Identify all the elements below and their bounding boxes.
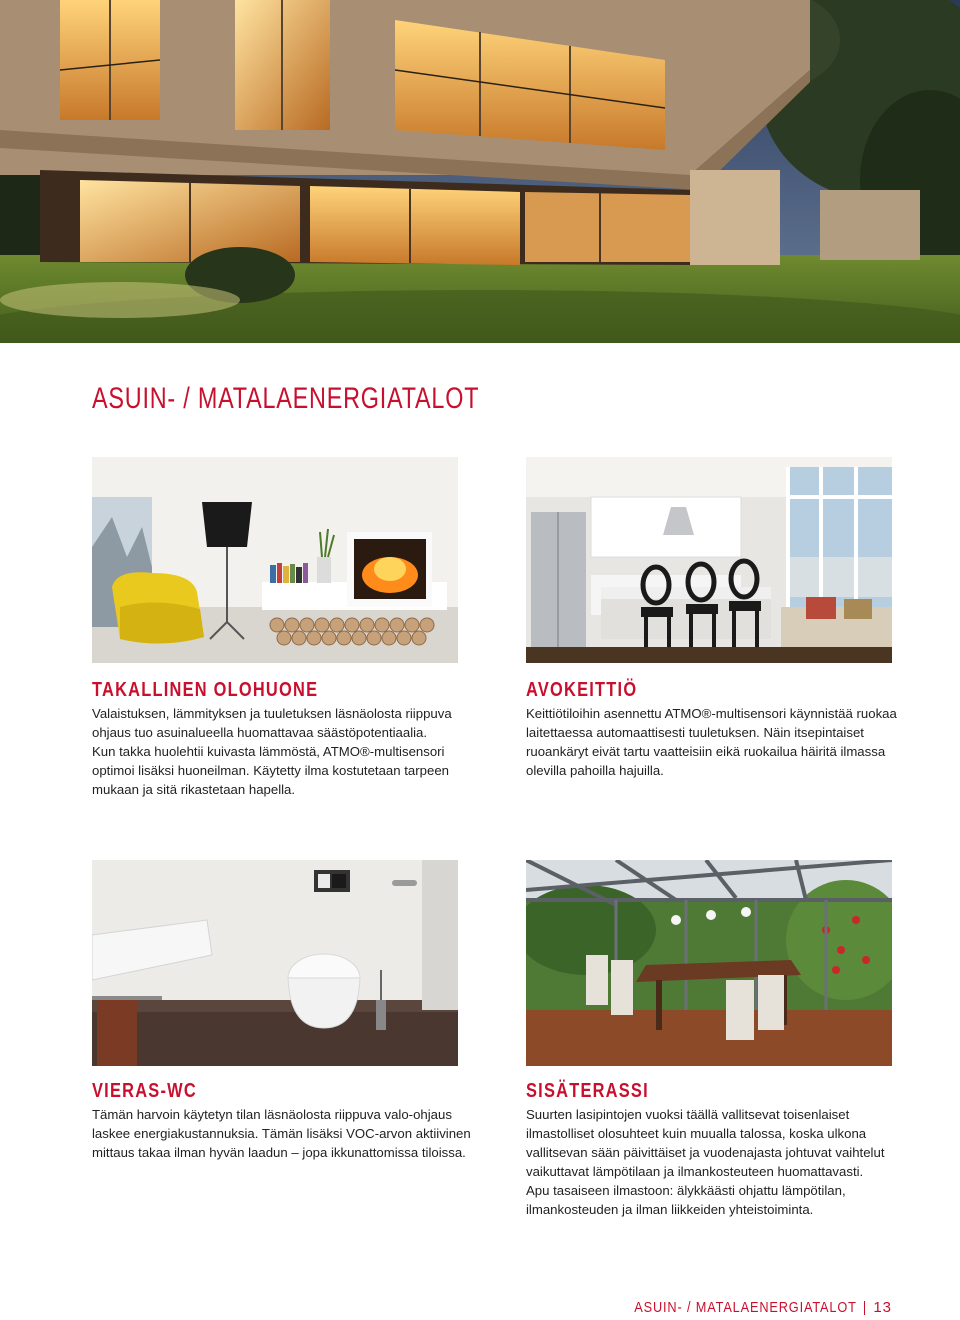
body-line: mittaus takaa ilman hyvän laadun – jopa ikkunattomissa tiloissa. bbox=[92, 1145, 466, 1160]
section-body-kitchen bbox=[526, 704, 906, 780]
body-line: vallitsevan sään päivittäiset ja vuodenajasta johtuvat vaihtelut bbox=[526, 1145, 885, 1160]
living-room-photo bbox=[92, 457, 458, 663]
body-line: Keittiötiloihin asennettu ATMO®-multisensori käynnistää ruokaa bbox=[526, 706, 897, 721]
section-title-conservatory: SISÄTERASSI bbox=[526, 1080, 649, 1102]
guest-wc-photo bbox=[92, 860, 458, 1066]
section-body-conservatory bbox=[526, 1105, 906, 1219]
body-line: laskee energiakustannuksia. Tämän lisäksi VOC-arvon aktiivinen bbox=[92, 1126, 471, 1141]
section-conservatory bbox=[526, 1080, 906, 1219]
section-kitchen bbox=[526, 679, 906, 780]
body-line: ilmankosteuden ja ilman liikkeiden yhteistoiminta. bbox=[526, 1202, 814, 1217]
section-title-kitchen: AVOKEITTIÖ bbox=[526, 679, 638, 701]
body-line: Valaistuksen, lämmityksen ja tuuletuksen läsnäolosta riippuva bbox=[92, 706, 452, 721]
section-body-living-room bbox=[92, 704, 472, 799]
kitchen-photo bbox=[526, 457, 892, 663]
body-line: Tämän harvoin käytetyn tilan läsnäolosta riippuva valo-ohjaus bbox=[92, 1107, 452, 1122]
body-line: laitettaessa automaattisesti tuuletuksen. Näin itsepintaiset bbox=[526, 725, 864, 740]
hero-house-photo bbox=[0, 0, 960, 343]
section-living-room bbox=[92, 679, 472, 799]
page-number: 13 bbox=[873, 1299, 892, 1316]
section-title-living-room: TAKALLINEN OLOHUONE bbox=[92, 679, 319, 701]
body-line: ruoankäryt eivät tartu vaatteisiin eikä ruokailua häiritä ilmassa bbox=[526, 744, 886, 759]
footer-label: ASUIN- / MATALAENERGIATALOT bbox=[633, 1299, 857, 1316]
body-line: ohjaus tuo asuinalueella huomattavaa säästöpotentiaalia. bbox=[92, 725, 428, 740]
body-line: Apu tasaiseen ilmastoon: älykkäästi ohjattu lämpötilan, bbox=[526, 1183, 846, 1198]
body-line: vaikuttavat lämpötilaan ja ilmankosteuteen huomattavasti. bbox=[526, 1164, 864, 1179]
body-line: mukaan ja sitä rikastetaan hapella. bbox=[92, 782, 296, 797]
body-line: optimoi lisäksi huoneilman. Käytetty ilma kostutetaan tarpeen bbox=[92, 763, 449, 778]
section-title-guest-wc: VIERAS-WC bbox=[92, 1080, 197, 1102]
body-line: Suurten lasipintojen vuoksi täällä vallitsevat toisenlaiset bbox=[526, 1107, 850, 1122]
page-title: ASUIN- / MATALAENERGIATALOT bbox=[92, 382, 480, 415]
body-line: olevilla pahoilla hajuilla. bbox=[526, 763, 664, 778]
page-footer bbox=[595, 1299, 892, 1316]
footer-separator bbox=[864, 1301, 865, 1315]
body-line: Kun takka huolehtii kuivasta lämmöstä, ATMO®-multisensori bbox=[92, 744, 445, 759]
body-line: ilmastolliset olosuhteet kuin muualla talossa, koska ulkona bbox=[526, 1126, 867, 1141]
section-body-guest-wc bbox=[92, 1105, 472, 1162]
section-guest-wc bbox=[92, 1080, 472, 1162]
conservatory-photo bbox=[526, 860, 892, 1066]
